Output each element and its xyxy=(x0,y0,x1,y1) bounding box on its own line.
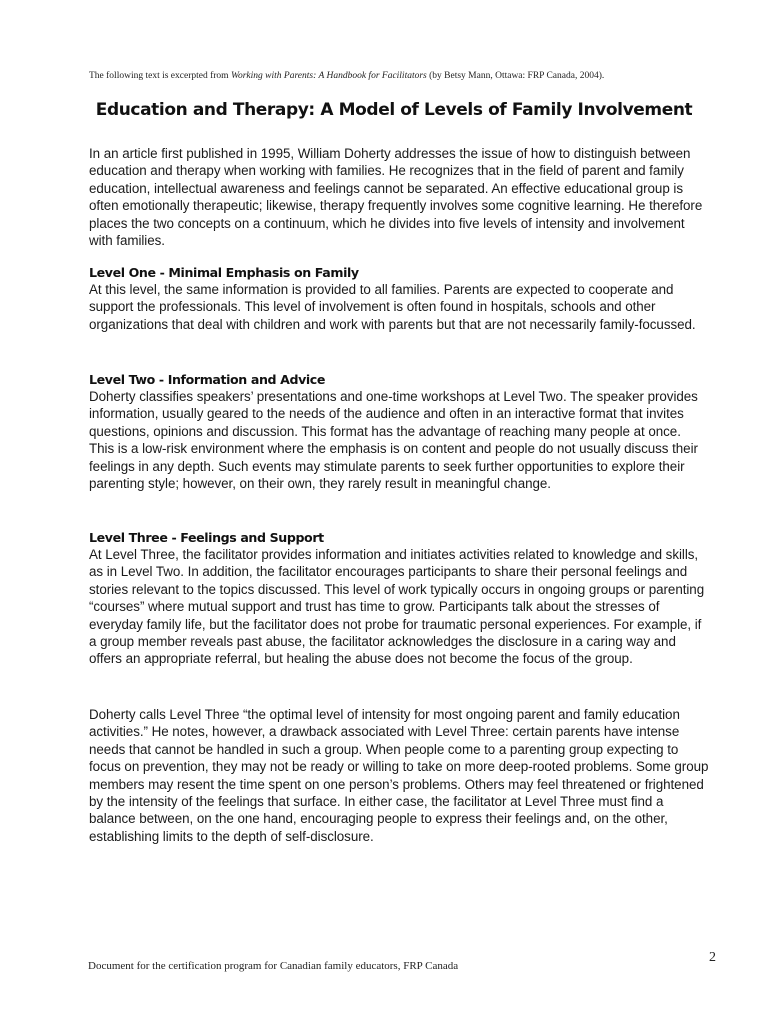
section-body: At this level, the same information is provided to all families. Parents are expected to cooperate and support the professionals. This level of involvement is often found in hospitals, schools and other organizations that deal with children and work with parents but that are not necessarily family-focussed. xyxy=(89,282,696,332)
excerpt-book-title: Working with Parents: A Handbook for Facilitators xyxy=(230,71,427,81)
footer-note: Document for the certification program for Canadian family educators, FRP Canada xyxy=(88,960,459,972)
intro-paragraph: In an article first published in 1995, William Doherty addresses the issue of how to distinguish between education and therapy when working with families. He recognizes that in the field of parent and family education, intellectual awareness and feelings cannot be separated. An effective educational group is often emotionally therapeutic; likewise, therapy frequently involves some cognitive learning. He therefore places the two concepts on a continuum, which he divides into five levels of intensity and involvement with families. xyxy=(89,146,703,249)
excerpt-prefix: The following text is excerpted from xyxy=(89,71,231,81)
section-level-two xyxy=(89,371,709,492)
excerpt-suffix: (by Betsy Mann, Ottawa: FRP Canada, 2004). xyxy=(426,71,605,81)
section-level-three xyxy=(89,529,709,668)
doherty-paragraph: Doherty calls Level Three “the optimal level of intensity for most ongoing parent and family education activities.” He notes, however, a drawback associated with Level Three: certain parents have intense needs that cannot be handled in such a group. When people come to a parenting group expecting to focus on prevention, they may not be ready or willing to take on more deep-rooted problems. Some group members may resent the time spent on one person’s problems. Others may feel threatened or frightened by the intensity of the feelings that surface. In either case, the facilitator at Level Three must find a balance between, on the one hand, encouraging people to express their feelings and, on the other, establishing limits to the depth of self-disclosure. xyxy=(89,707,709,844)
excerpt-note xyxy=(89,71,729,81)
doherty-paragraph-block xyxy=(89,706,709,845)
page-number: 2 xyxy=(709,950,716,965)
section-heading: Level Two - Information and Advice xyxy=(89,372,326,387)
intro-paragraph-block xyxy=(89,145,709,249)
section-level-one xyxy=(89,264,709,333)
section-heading: Level Three - Feelings and Support xyxy=(89,530,324,545)
section-body: At Level Three, the facilitator provides information and initiates activities related to knowledge and skills, as in Level Two. In addition, the facilitator encourages participants to share their personal feelings and stories relevant to the topics discussed. This level of work typically occurs in ongoing groups or parenting “courses” where mutual support and trust has time to grow. Participants talk about the stresses of everyday family life, but the facilitator does not probe for traumatic personal experiences. For example, if a group member reveals past abuse, the facilitator acknowledges the disclosure in a caring way and offers an appropriate referral, but healing the abuse does not become the focus of the group. xyxy=(89,547,705,667)
section-body: Doherty classifies speakers’ presentations and one-time workshops at Level Two. The speaker provides information, usually geared to the needs of the audience and often in an interactive format that invites questions, opinions and discussion. This format has the advantage of reaching many people at once. This is a low-risk environment where the emphasis is on content and people do not usually discuss their feelings in any depth. Such events may stimulate parents to seek further opportunities to explore their parenting style; however, on their own, they rarely result in meaningful change. xyxy=(89,389,698,492)
document-title: Education and Therapy: A Model of Levels of Family Involvement xyxy=(95,100,693,120)
section-heading: Level One - Minimal Emphasis on Family xyxy=(89,265,359,280)
